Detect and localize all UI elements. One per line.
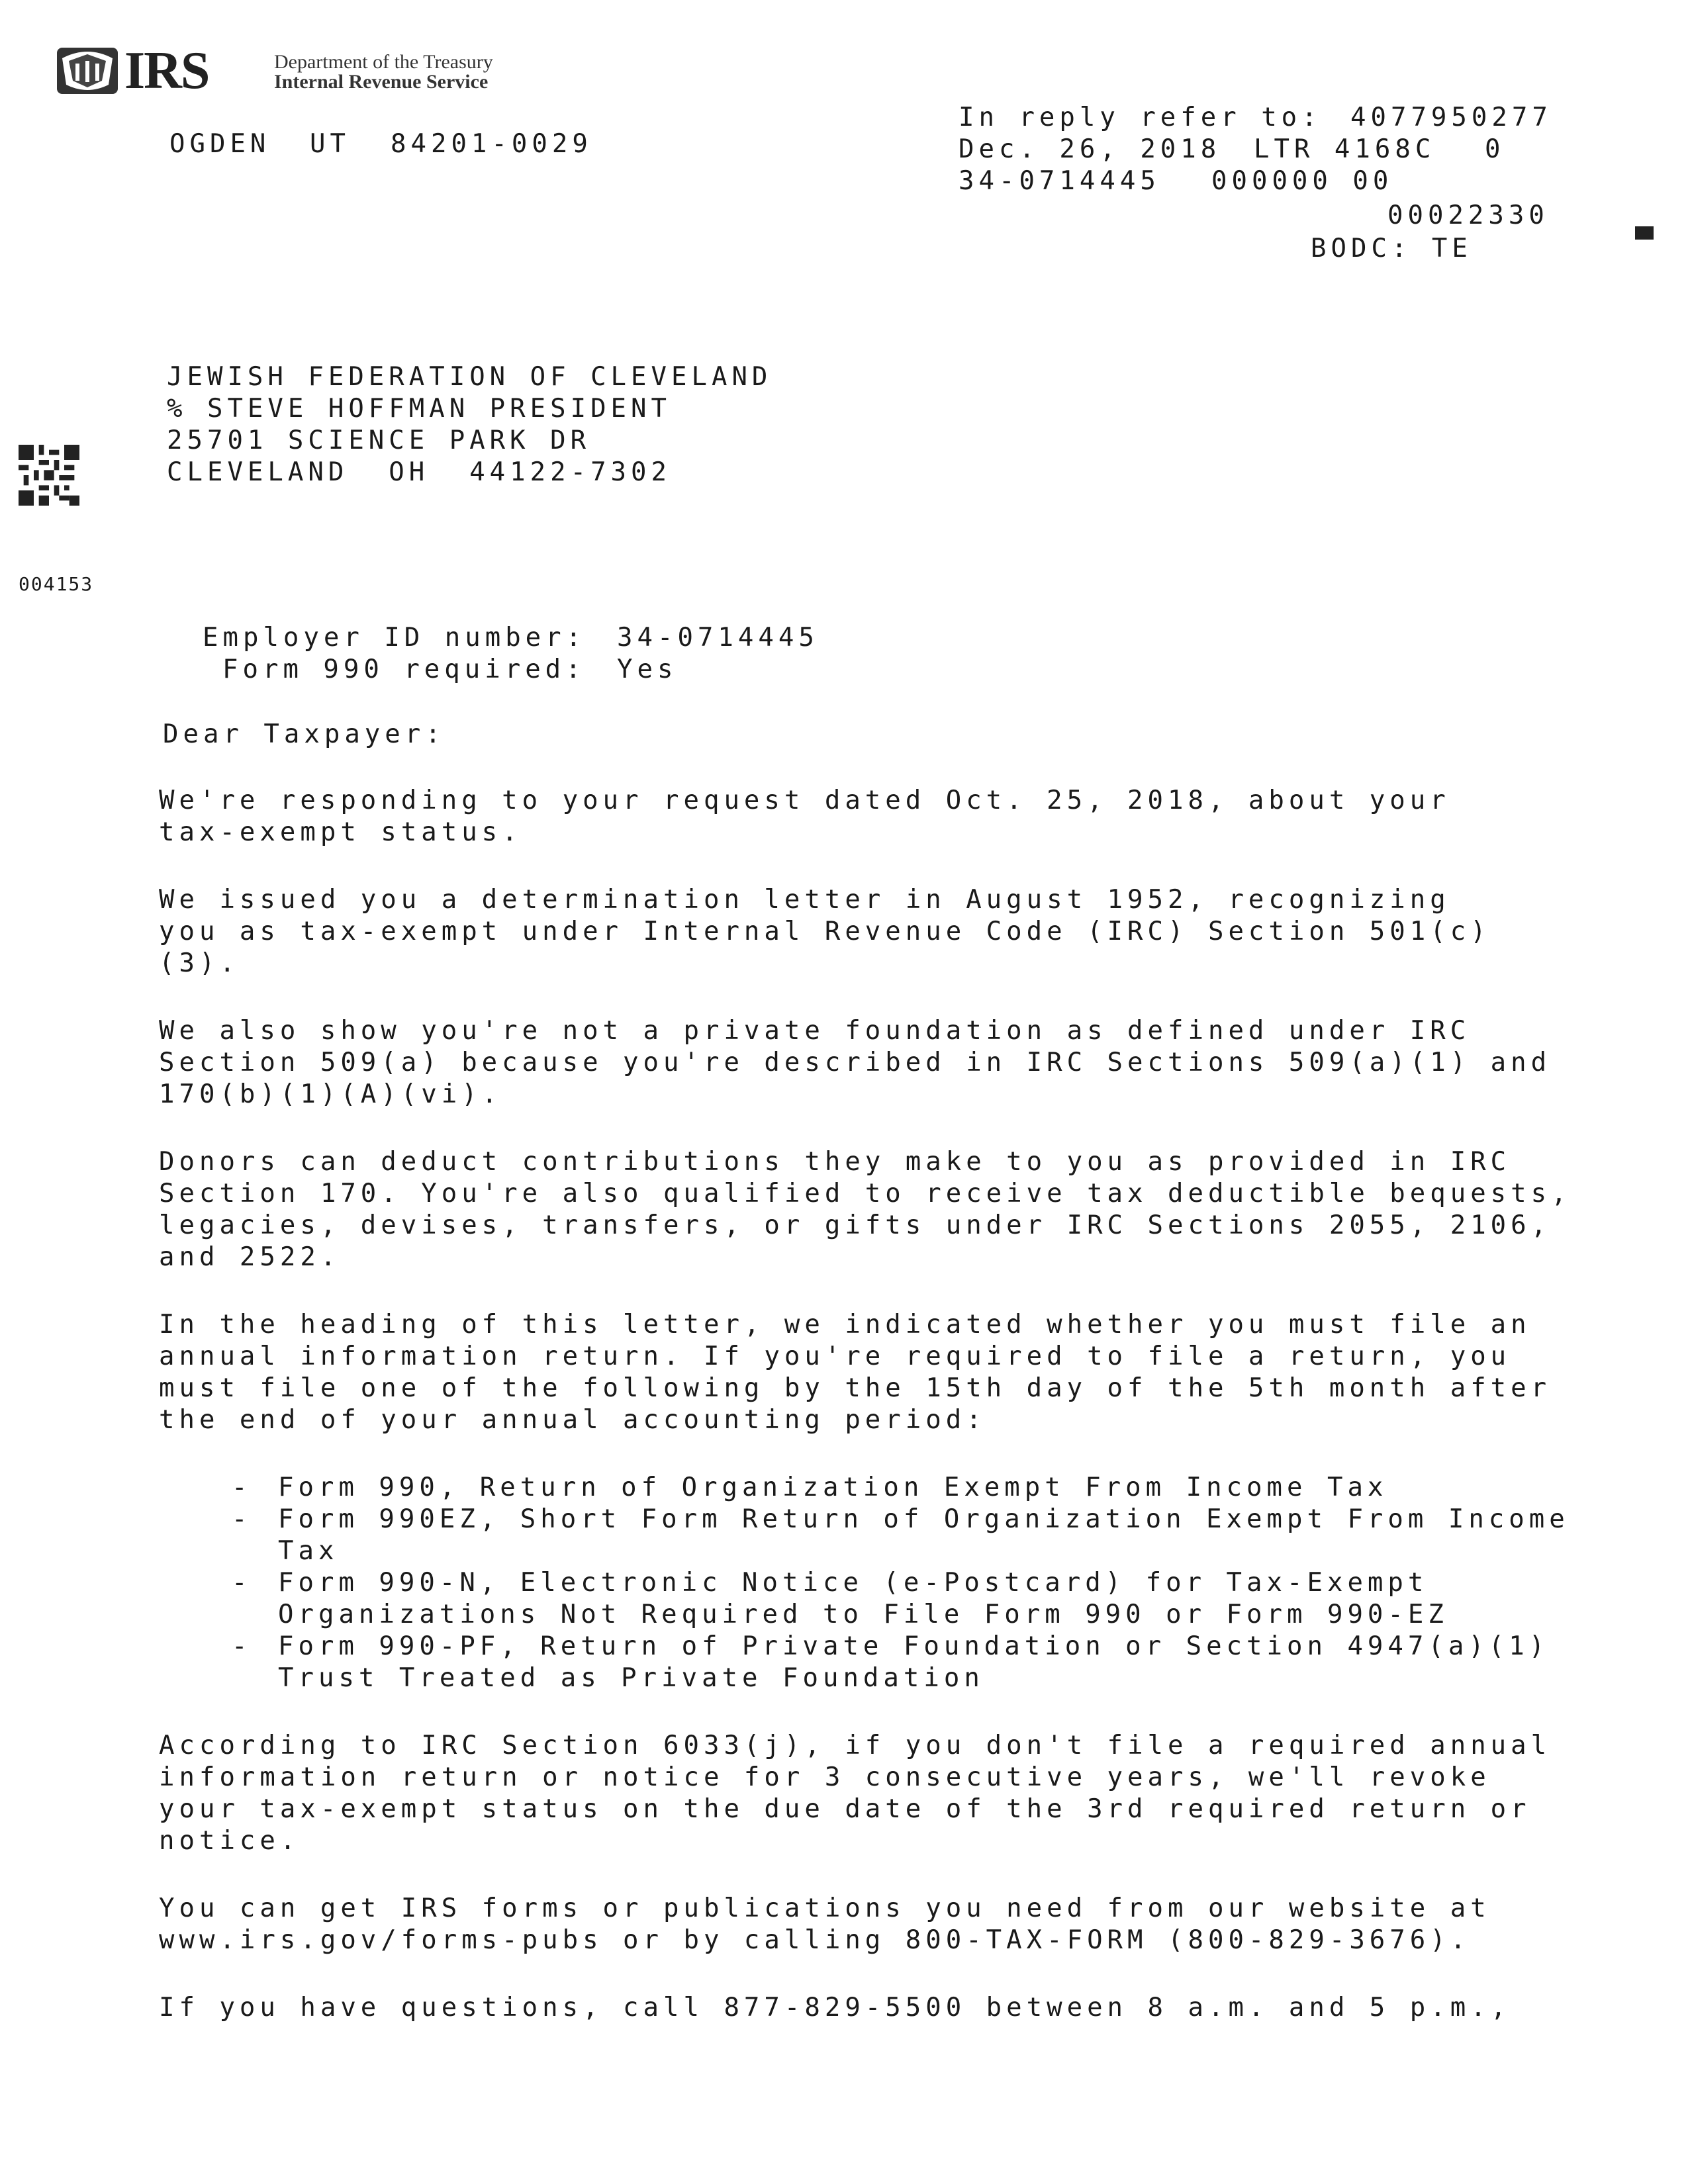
paragraph-line: (3). bbox=[159, 948, 240, 978]
ein-value: 34-0714445 bbox=[617, 623, 819, 653]
paragraph-line: Section 170. You're also qualified to receive tax deductible bequests, bbox=[159, 1179, 1571, 1208]
salutation: Dear Taxpayer: bbox=[163, 719, 445, 749]
letter-date: Dec. 26, 2018 bbox=[959, 134, 1221, 164]
irs-eagle-icon bbox=[56, 45, 119, 97]
paragraph-line: Donors can deduct contributions they make to you as provided in IRC bbox=[159, 1147, 1511, 1177]
ein-label: Employer ID number: bbox=[203, 623, 586, 653]
ein-reference: 34-0714445 bbox=[959, 166, 1160, 196]
paragraph-line: and 2522. bbox=[159, 1242, 341, 1272]
side-code: 004153 bbox=[19, 573, 94, 595]
office-city: OGDEN bbox=[169, 129, 271, 159]
address-line: % STEVE HOFFMAN PRESIDENT bbox=[167, 394, 671, 424]
agency-name: IRS bbox=[124, 42, 209, 100]
sequence-number: 00022330 bbox=[1387, 201, 1549, 230]
service-name: Internal Revenue Service bbox=[274, 71, 489, 93]
form-list-text: Trust Treated as Private Foundation bbox=[278, 1663, 984, 1693]
paragraph-line: 170(b)(1)(A)(vi). bbox=[159, 1079, 502, 1109]
paragraph-line: If you have questions, call 877-829-5500 between 8 a.m. and 5 p.m., bbox=[159, 1993, 1511, 2023]
reply-label: In reply refer to: bbox=[959, 103, 1322, 132]
paragraph-line: We also show you're not a private foundation as defined under IRC bbox=[159, 1016, 1471, 1046]
reply-number: 4077950277 bbox=[1350, 103, 1552, 132]
paragraph-line: In the heading of this letter, we indicated whether you must file an bbox=[159, 1310, 1531, 1340]
form-label: Form 990 required: bbox=[222, 655, 586, 684]
department-name: Department of the Treasury bbox=[274, 51, 493, 73]
ref-code: 000000 00 bbox=[1211, 166, 1393, 196]
paragraph-line: you as tax-exempt under Internal Revenue Code (IRC) Section 501(c) bbox=[159, 917, 1491, 946]
form-list-text: Form 990EZ, Short Form Return of Organization Exempt From Income bbox=[278, 1504, 1570, 1534]
office-state: UT bbox=[310, 129, 350, 159]
letter-code: LTR 4168C bbox=[1254, 134, 1436, 164]
barcode-icon bbox=[19, 445, 79, 506]
bullet-dash: - bbox=[232, 1504, 252, 1534]
paragraph-line: Section 509(a) because you're described in IRC Sections 509(a)(1) and bbox=[159, 1048, 1552, 1077]
paragraph-line: According to IRC Section 6033(j), if you don't file a required annual bbox=[159, 1731, 1552, 1760]
paragraph-line: tax-exempt status. bbox=[159, 817, 522, 847]
form-list-text: Organizations Not Required to File Form 990 or Form 990-EZ bbox=[278, 1600, 1448, 1629]
paragraph-line: annual information return. If you're required to file a return, you bbox=[159, 1342, 1511, 1371]
letter-suffix: 0 bbox=[1485, 134, 1505, 164]
paragraph-line: We issued you a determination letter in August 1952, recognizing bbox=[159, 885, 1450, 915]
website-line: www.irs.gov/forms-pubs or by calling 800-TAX-FORM (800-829-3676). bbox=[159, 1925, 1471, 1955]
form-list-item-cont bbox=[232, 1662, 1589, 1726]
bullet-dash: - bbox=[232, 1568, 252, 1598]
paragraph-line: You can get IRS forms or publications you need from our website at bbox=[159, 1893, 1491, 1923]
irs-logo bbox=[56, 42, 519, 105]
office-zip: 84201-0029 bbox=[391, 129, 592, 159]
bullet-dash: - bbox=[232, 1631, 252, 1661]
address-line: 25701 SCIENCE PARK DR bbox=[167, 426, 591, 455]
bodc-code: BODC: TE bbox=[1311, 234, 1472, 263]
address-line: CLEVELAND OH 44122-7302 bbox=[167, 457, 671, 487]
form-list-text: Form 990-PF, Return of Private Foundation or Section 4947(a)(1) bbox=[278, 1631, 1550, 1661]
form-list-text: Form 990-N, Electronic Notice (e-Postcard) for Tax-Exempt bbox=[278, 1568, 1429, 1598]
paragraph-line: We're responding to your request dated Oct. 25, 2018, about your bbox=[159, 786, 1450, 815]
paragraph-line: your tax-exempt status on the due date of the 3rd required return or bbox=[159, 1794, 1531, 1824]
paragraph-line: legacies, devises, transfers, or gifts under IRC Sections 2055, 2106, bbox=[159, 1210, 1552, 1240]
address-line: JEWISH FEDERATION OF CLEVELAND bbox=[167, 362, 773, 392]
paragraph-line: information return or notice for 3 consecutive years, we'll revoke bbox=[159, 1762, 1491, 1792]
paragraph-line: notice. bbox=[159, 1826, 301, 1856]
form-list-text: Form 990, Return of Organization Exempt From Income Tax bbox=[278, 1473, 1388, 1502]
paragraph-line: the end of your annual accounting period: bbox=[159, 1405, 986, 1435]
edge-mark bbox=[1635, 226, 1654, 240]
form-list-text: Tax bbox=[278, 1536, 339, 1566]
bullet-dash: - bbox=[232, 1473, 252, 1502]
form-value: Yes bbox=[617, 655, 678, 684]
paragraph-line: must file one of the following by the 15th day of the 5th month after bbox=[159, 1373, 1552, 1403]
